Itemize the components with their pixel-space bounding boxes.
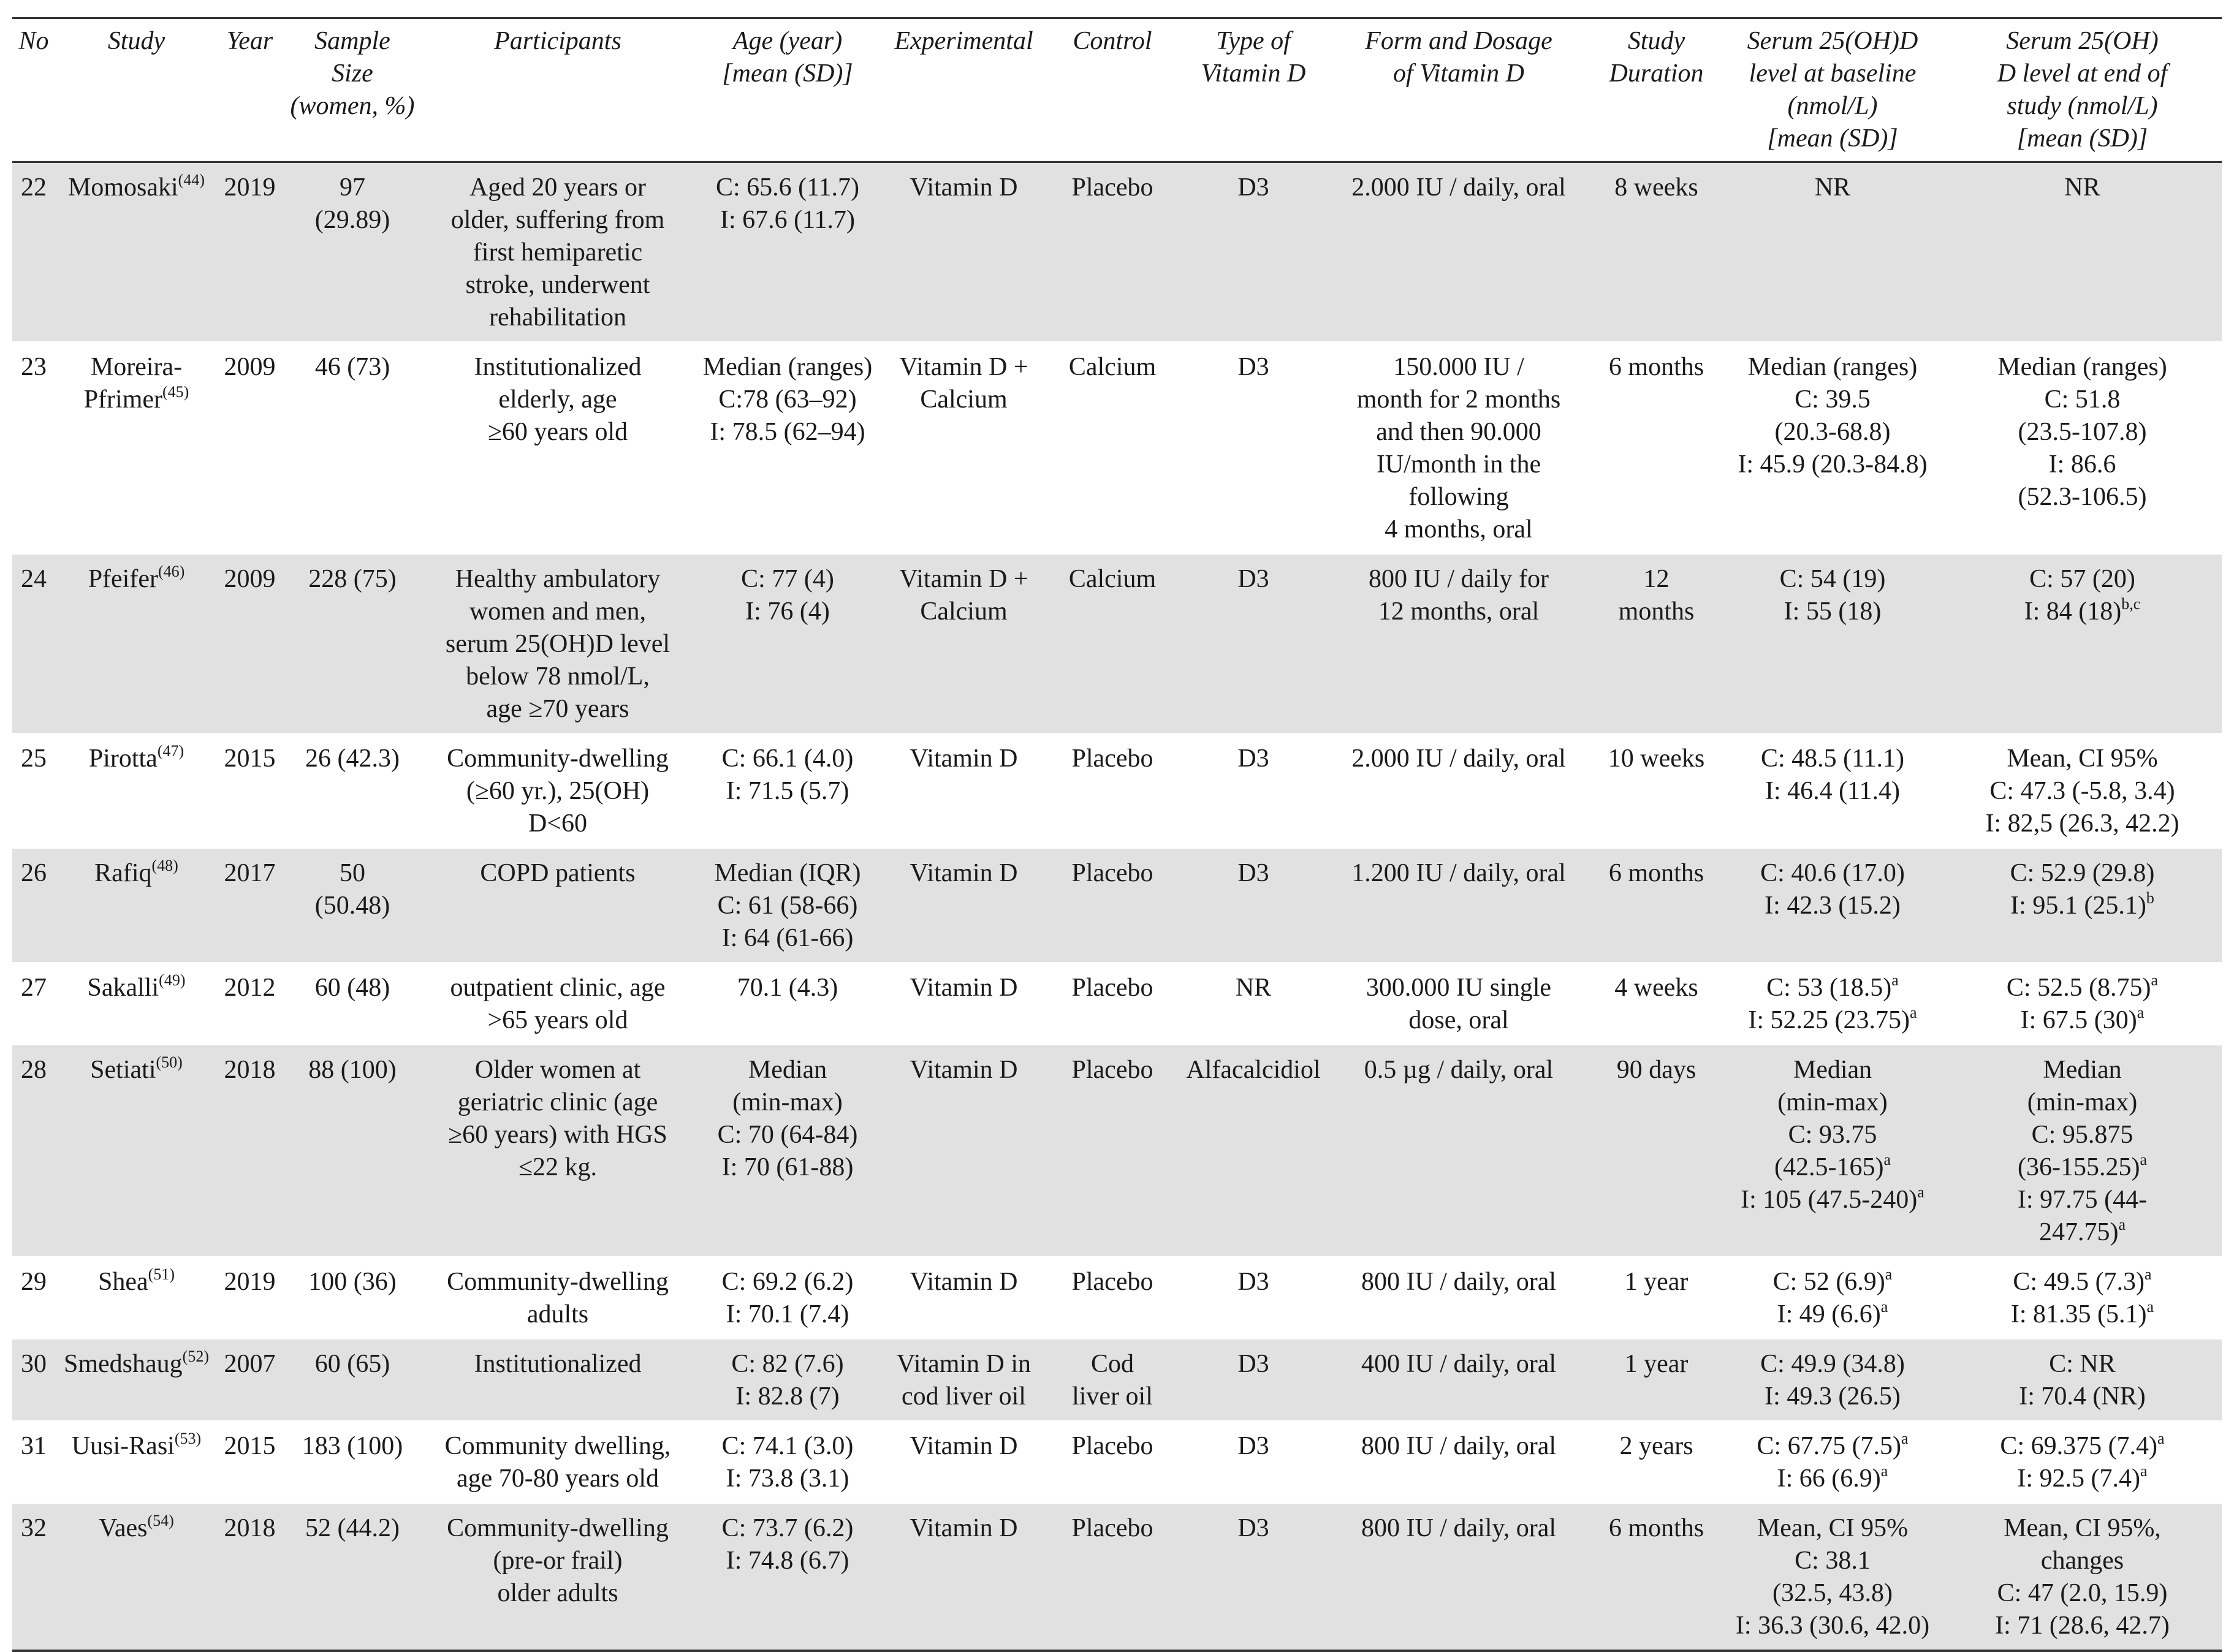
value-text: C: 49.5 (7.3) bbox=[2013, 1268, 2145, 1296]
cell-duration: 4 weeks bbox=[1590, 963, 1722, 1045]
cell-control: Placebo bbox=[1045, 162, 1180, 343]
table-row bbox=[12, 1421, 2222, 1503]
study-name: Vaes bbox=[99, 1514, 148, 1542]
col-header-study: Study bbox=[55, 18, 218, 162]
cell-study bbox=[55, 1045, 218, 1257]
footnote-marker: a bbox=[1880, 1462, 1888, 1480]
value-text: (36-155.25) bbox=[2017, 1153, 2140, 1181]
vitamin-d-studies-table bbox=[12, 17, 2222, 1652]
cell-form-dosage: 800 IU / daily for 12 months, oral bbox=[1327, 554, 1590, 733]
cell-sample-size: 97 (29.89) bbox=[282, 162, 423, 343]
value-line bbox=[1948, 1216, 2217, 1249]
cell-end-level: C: NR I: 70.4 (NR) bbox=[1943, 1339, 2222, 1421]
cell-end-level: Mean, CI 95%, changes C: 47 (2.0, 15.9) I: 71 (28.6, 42.7) bbox=[1943, 1503, 2222, 1651]
value-text: C: 52.5 (8.75) bbox=[2006, 974, 2151, 1002]
cell-vitamin-type: D3 bbox=[1180, 848, 1327, 963]
cell-study bbox=[55, 1421, 218, 1503]
col-header-participants: Participants bbox=[423, 18, 693, 162]
cell-age: C: 82 (7.6) I: 82.8 (7) bbox=[693, 1339, 883, 1421]
study-name: Smedshaug bbox=[64, 1350, 183, 1378]
cell-no: 30 bbox=[12, 1339, 55, 1421]
table-row bbox=[12, 1045, 2222, 1257]
col-header-no: No bbox=[12, 18, 55, 162]
reference-number: (45) bbox=[162, 383, 189, 401]
cell-vitamin-type: D3 bbox=[1180, 1339, 1327, 1421]
cell-participants: Community dwelling, age 70-80 years old bbox=[423, 1421, 693, 1503]
cell-study bbox=[55, 1339, 218, 1421]
cell-vitamin-type: D3 bbox=[1180, 1421, 1327, 1503]
cell-baseline-level: C: 54 (19) I: 55 (18) bbox=[1722, 554, 1943, 733]
col-header-vitamin-type: Type of Vitamin D bbox=[1180, 18, 1327, 162]
cell-experimental: Vitamin D bbox=[883, 162, 1045, 343]
cell-year: 2018 bbox=[218, 1503, 282, 1651]
cell-year: 2009 bbox=[218, 342, 282, 554]
footnote-marker: a bbox=[2145, 1265, 2152, 1283]
cell-sample-size: 46 (73) bbox=[282, 342, 423, 554]
value-text: I: 49 (6.6) bbox=[1777, 1300, 1881, 1328]
reference-number: (48) bbox=[151, 857, 178, 874]
cell-age: Median (IQR) C: 61 (58-66) I: 64 (61-66) bbox=[693, 848, 883, 963]
cell-baseline-level: C: 40.6 (17.0) I: 42.3 (15.2) bbox=[1722, 848, 1943, 963]
value-line bbox=[1727, 1184, 1938, 1216]
cell-form-dosage: 2.000 IU / daily, oral bbox=[1327, 162, 1590, 343]
cell-sample-size: 50 (50.48) bbox=[282, 848, 423, 963]
value-line bbox=[1727, 1298, 1938, 1331]
value-line bbox=[1727, 1054, 1938, 1086]
reference-number: (46) bbox=[158, 563, 185, 580]
cell-experimental: Vitamin D bbox=[883, 1257, 1045, 1339]
study-name: Moreira- Pfrimer bbox=[83, 353, 183, 414]
reference-number: (50) bbox=[156, 1053, 183, 1071]
table-row bbox=[12, 1503, 2222, 1651]
cell-sample-size: 228 (75) bbox=[282, 554, 423, 733]
value-line bbox=[1948, 1119, 2217, 1151]
cell-end-level bbox=[1943, 1421, 2222, 1503]
cell-study bbox=[55, 963, 218, 1045]
value-text: Median bbox=[1793, 1056, 1872, 1084]
col-header-experimental: Experimental bbox=[883, 18, 1045, 162]
footnote-marker: b,c bbox=[2121, 595, 2141, 613]
cell-control: Placebo bbox=[1045, 1045, 1180, 1257]
table-row bbox=[12, 554, 2222, 733]
footnote-marker: a bbox=[2157, 1430, 2165, 1447]
value-text: I: 67.5 (30) bbox=[2020, 1006, 2137, 1034]
cell-participants: Community-dwelling adults bbox=[423, 1257, 693, 1339]
value-line bbox=[1948, 1004, 2217, 1037]
cell-age: C: 77 (4) I: 76 (4) bbox=[693, 554, 883, 733]
cell-duration: 12 months bbox=[1590, 554, 1722, 733]
cell-control: Placebo bbox=[1045, 1503, 1180, 1651]
value-text: C: 67.75 (7.5) bbox=[1757, 1432, 1902, 1460]
cell-vitamin-type: Alfacalcidiol bbox=[1180, 1045, 1327, 1257]
value-text: C: 57 (20) bbox=[2029, 565, 2135, 593]
cell-participants: Institutionalized elderly, age ≥60 years old bbox=[423, 342, 693, 554]
cell-experimental: Vitamin D bbox=[883, 733, 1045, 848]
study-name: Setiati bbox=[90, 1056, 156, 1084]
cell-baseline-level: NR bbox=[1722, 162, 1943, 343]
col-header-baseline-level: Serum 25(OH)D level at baseline (nmol/L) [mean (SD)] bbox=[1722, 18, 1943, 162]
cell-form-dosage: 150.000 IU / month for 2 months and then 90.000 IU/month in the following 4 months, oral bbox=[1327, 342, 1590, 554]
footnote-marker: a bbox=[2146, 1298, 2154, 1316]
footnote-marker: b bbox=[2146, 889, 2154, 907]
cell-vitamin-type: D3 bbox=[1180, 1257, 1327, 1339]
cell-baseline-level: C: 48.5 (11.1) I: 46.4 (11.4) bbox=[1722, 733, 1943, 848]
cell-sample-size: 183 (100) bbox=[282, 1421, 423, 1503]
cell-end-level bbox=[1943, 848, 2222, 963]
cell-no: 29 bbox=[12, 1257, 55, 1339]
cell-control: Placebo bbox=[1045, 848, 1180, 963]
cell-study bbox=[55, 342, 218, 554]
cell-control: Placebo bbox=[1045, 1421, 1180, 1503]
col-header-duration: Study Duration bbox=[1590, 18, 1722, 162]
cell-vitamin-type: D3 bbox=[1180, 1503, 1327, 1651]
study-name: Pirotta bbox=[88, 745, 158, 773]
col-header-sample-size: Sample Size (women, %) bbox=[282, 18, 423, 162]
value-text: I: 84 (18) bbox=[2024, 597, 2122, 626]
value-text: I: 66 (6.9) bbox=[1777, 1464, 1881, 1493]
cell-end-level bbox=[1943, 1045, 2222, 1257]
cell-end-level bbox=[1943, 963, 2222, 1045]
cell-end-level: Median (ranges) C: 51.8 (23.5-107.8) I: 86.6 (52.3-106.5) bbox=[1943, 342, 2222, 554]
cell-baseline-level bbox=[1722, 1257, 1943, 1339]
cell-age: Median (ranges) C:78 (63–92) I: 78.5 (62–94) bbox=[693, 342, 883, 554]
cell-age: Median (min-max) C: 70 (64-84) I: 70 (61-88) bbox=[693, 1045, 883, 1257]
header-row bbox=[12, 18, 2222, 162]
value-text: I: 81.35 (5.1) bbox=[2010, 1300, 2147, 1328]
study-name: Uusi-Rasi bbox=[71, 1432, 175, 1460]
value-text: C: 52.9 (29.8) bbox=[2010, 859, 2155, 887]
reference-number: (49) bbox=[159, 971, 186, 989]
cell-year: 2017 bbox=[218, 848, 282, 963]
cell-age: C: 66.1 (4.0) I: 71.5 (5.7) bbox=[693, 733, 883, 848]
cell-control: Placebo bbox=[1045, 733, 1180, 848]
cell-age: C: 73.7 (6.2) I: 74.8 (6.7) bbox=[693, 1503, 883, 1651]
col-header-form-dosage: Form and Dosage of Vitamin D bbox=[1327, 18, 1590, 162]
footnote-marker: a bbox=[1883, 1151, 1891, 1169]
footnote-marker: a bbox=[2137, 1004, 2145, 1021]
value-line bbox=[1727, 1463, 1938, 1495]
value-line bbox=[1948, 972, 2217, 1004]
cell-participants: Aged 20 years or older, suffering from first hemiparetic stroke, underwent rehabilitation bbox=[423, 162, 693, 343]
value-text: (min-max) bbox=[1777, 1088, 1888, 1116]
value-line bbox=[1727, 1004, 1938, 1037]
cell-participants: Institutionalized bbox=[423, 1339, 693, 1421]
cell-vitamin-type: D3 bbox=[1180, 162, 1327, 343]
value-line bbox=[1948, 563, 2217, 596]
table-body bbox=[12, 162, 2222, 1651]
value-text: I: 97.75 (44- bbox=[2017, 1186, 2148, 1214]
cell-duration: 8 weeks bbox=[1590, 162, 1722, 343]
cell-end-level: NR bbox=[1943, 162, 2222, 343]
cell-study bbox=[55, 733, 218, 848]
value-line bbox=[1948, 1054, 2217, 1086]
cell-control: Calcium bbox=[1045, 554, 1180, 733]
footnote-marker: a bbox=[1901, 1430, 1909, 1447]
value-line bbox=[1727, 1430, 1938, 1463]
value-text: I: 92.5 (7.4) bbox=[2017, 1464, 2141, 1493]
table-row bbox=[12, 1339, 2222, 1421]
reference-number: (44) bbox=[178, 171, 205, 189]
col-header-control: Control bbox=[1045, 18, 1180, 162]
cell-year: 2015 bbox=[218, 1421, 282, 1503]
value-line bbox=[1727, 1086, 1938, 1119]
cell-experimental: Vitamin D + Calcium bbox=[883, 554, 1045, 733]
value-text: C: 53 (18.5) bbox=[1766, 974, 1892, 1002]
cell-form-dosage: 400 IU / daily, oral bbox=[1327, 1339, 1590, 1421]
cell-control: Placebo bbox=[1045, 1257, 1180, 1339]
value-line bbox=[1948, 1151, 2217, 1184]
footnote-marker: a bbox=[1910, 1004, 1917, 1021]
footnote-marker: a bbox=[1917, 1183, 1924, 1201]
cell-experimental: Vitamin D in cod liver oil bbox=[883, 1339, 1045, 1421]
cell-participants: Healthy ambulatory women and men, serum 25(OH)D level below 78 nmol/L, age ≥70 years bbox=[423, 554, 693, 733]
cell-year: 2007 bbox=[218, 1339, 282, 1421]
value-text: (42.5-165) bbox=[1774, 1153, 1884, 1181]
cell-end-level: Mean, CI 95% C: 47.3 (-5.8, 3.4) I: 82,5 (26.3, 42.2) bbox=[1943, 733, 2222, 848]
cell-study bbox=[55, 162, 218, 343]
value-line bbox=[1727, 1119, 1938, 1151]
cell-form-dosage: 2.000 IU / daily, oral bbox=[1327, 733, 1590, 848]
cell-duration: 10 weeks bbox=[1590, 733, 1722, 848]
footnote-marker: a bbox=[2140, 1151, 2147, 1169]
cell-no: 22 bbox=[12, 162, 55, 343]
cell-participants: Community-dwelling (≥60 yr.), 25(OH) D<60 bbox=[423, 733, 693, 848]
cell-baseline-level bbox=[1722, 1045, 1943, 1257]
cell-no: 26 bbox=[12, 848, 55, 963]
cell-baseline-level: Mean, CI 95% C: 38.1 (32.5, 43.8) I: 36.3 (30.6, 42.0) bbox=[1722, 1503, 1943, 1651]
cell-sample-size: 26 (42.3) bbox=[282, 733, 423, 848]
study-name: Sakalli bbox=[87, 974, 159, 1002]
cell-experimental: Vitamin D bbox=[883, 963, 1045, 1045]
cell-sample-size: 100 (36) bbox=[282, 1257, 423, 1339]
cell-experimental: Vitamin D bbox=[883, 1045, 1045, 1257]
cell-no: 31 bbox=[12, 1421, 55, 1503]
cell-vitamin-type: NR bbox=[1180, 963, 1327, 1045]
cell-duration: 6 months bbox=[1590, 342, 1722, 554]
cell-duration: 2 years bbox=[1590, 1421, 1722, 1503]
cell-form-dosage: 1.200 IU / daily, oral bbox=[1327, 848, 1590, 963]
cell-baseline-level: Median (ranges) C: 39.5 (20.3-68.8) I: 45.9 (20.3-84.8) bbox=[1722, 342, 1943, 554]
cell-form-dosage: 300.000 IU single dose, oral bbox=[1327, 963, 1590, 1045]
cell-control: Placebo bbox=[1045, 963, 1180, 1045]
value-line bbox=[1948, 1298, 2217, 1331]
cell-duration: 90 days bbox=[1590, 1045, 1722, 1257]
cell-experimental: Vitamin D bbox=[883, 1503, 1045, 1651]
table-row bbox=[12, 1257, 2222, 1339]
cell-participants: Older women at geriatric clinic (age ≥60 years) with HGS ≤22 kg. bbox=[423, 1045, 693, 1257]
cell-study bbox=[55, 554, 218, 733]
footnote-marker: a bbox=[1885, 1265, 1893, 1283]
cell-vitamin-type: D3 bbox=[1180, 554, 1327, 733]
study-name: Shea bbox=[98, 1268, 148, 1296]
cell-experimental: Vitamin D bbox=[883, 1421, 1045, 1503]
value-line bbox=[1948, 1266, 2217, 1298]
cell-end-level bbox=[1943, 1257, 2222, 1339]
value-line bbox=[1727, 1151, 1938, 1184]
study-name: Momosaki bbox=[68, 173, 178, 202]
value-line bbox=[1948, 1184, 2217, 1216]
cell-no: 27 bbox=[12, 963, 55, 1045]
cell-no: 28 bbox=[12, 1045, 55, 1257]
cell-sample-size: 88 (100) bbox=[282, 1045, 423, 1257]
cell-year: 2015 bbox=[218, 733, 282, 848]
cell-study bbox=[55, 1257, 218, 1339]
col-header-age: Age (year) [mean (SD)] bbox=[693, 18, 883, 162]
cell-age: C: 74.1 (3.0) I: 73.8 (3.1) bbox=[693, 1421, 883, 1503]
cell-no: 25 bbox=[12, 733, 55, 848]
cell-form-dosage: 0.5 µg / daily, oral bbox=[1327, 1045, 1590, 1257]
value-line bbox=[1948, 857, 2217, 890]
cell-no: 24 bbox=[12, 554, 55, 733]
value-text: C: 52 (6.9) bbox=[1772, 1268, 1885, 1296]
cell-age: 70.1 (4.3) bbox=[693, 963, 883, 1045]
col-header-end-level: Serum 25(OH) D level at end of study (nmol/L) [mean (SD)] bbox=[1943, 18, 2222, 162]
value-line bbox=[1727, 972, 1938, 1004]
cell-vitamin-type: D3 bbox=[1180, 733, 1327, 848]
cell-sample-size: 52 (44.2) bbox=[282, 1503, 423, 1651]
table-row bbox=[12, 162, 2222, 343]
cell-age: C: 69.2 (6.2) I: 70.1 (7.4) bbox=[693, 1257, 883, 1339]
table-row bbox=[12, 342, 2222, 554]
cell-year: 2009 bbox=[218, 554, 282, 733]
reference-number: (51) bbox=[148, 1265, 175, 1283]
cell-baseline-level: C: 49.9 (34.8) I: 49.3 (26.5) bbox=[1722, 1339, 1943, 1421]
value-line bbox=[1948, 1086, 2217, 1119]
cell-study bbox=[55, 848, 218, 963]
table-row bbox=[12, 963, 2222, 1045]
cell-participants: outpatient clinic, age >65 years old bbox=[423, 963, 693, 1045]
value-line bbox=[1948, 1430, 2217, 1463]
cell-end-level bbox=[1943, 554, 2222, 733]
cell-duration: 6 months bbox=[1590, 1503, 1722, 1651]
cell-baseline-level bbox=[1722, 1421, 1943, 1503]
cell-sample-size: 60 (65) bbox=[282, 1339, 423, 1421]
value-line bbox=[1948, 596, 2217, 628]
cell-year: 2019 bbox=[218, 162, 282, 343]
value-text: I: 95.1 (25.1) bbox=[2010, 892, 2146, 920]
value-text: C: 95.875 bbox=[2031, 1121, 2133, 1149]
cell-form-dosage: 800 IU / daily, oral bbox=[1327, 1503, 1590, 1651]
cell-age: C: 65.6 (11.7) I: 67.6 (11.7) bbox=[693, 162, 883, 343]
value-text: 247.75) bbox=[2038, 1218, 2119, 1246]
value-text: C: 93.75 bbox=[1788, 1121, 1877, 1149]
value-text: I: 105 (47.5-240) bbox=[1741, 1186, 1918, 1214]
cell-participants: Community-dwelling (pre-or frail) older adults bbox=[423, 1503, 693, 1651]
cell-year: 2019 bbox=[218, 1257, 282, 1339]
value-text: Median bbox=[2043, 1056, 2122, 1084]
cell-year: 2018 bbox=[218, 1045, 282, 1257]
cell-form-dosage: 800 IU / daily, oral bbox=[1327, 1421, 1590, 1503]
value-text: C: 69.375 (7.4) bbox=[2000, 1432, 2158, 1460]
cell-year: 2012 bbox=[218, 963, 282, 1045]
footnote-marker: a bbox=[2118, 1216, 2126, 1233]
reference-number: (52) bbox=[182, 1347, 209, 1365]
cell-duration: 1 year bbox=[1590, 1257, 1722, 1339]
cell-duration: 6 months bbox=[1590, 848, 1722, 963]
reference-number: (54) bbox=[147, 1512, 174, 1529]
cell-control: Calcium bbox=[1045, 342, 1180, 554]
cell-control: Cod liver oil bbox=[1045, 1339, 1180, 1421]
study-name: Rafiq bbox=[94, 859, 152, 887]
footnote-marker: a bbox=[1891, 971, 1899, 989]
cell-study bbox=[55, 1503, 218, 1651]
value-text: (min-max) bbox=[2027, 1088, 2138, 1116]
value-line bbox=[1727, 1266, 1938, 1298]
col-header-year: Year bbox=[218, 18, 282, 162]
table-row bbox=[12, 733, 2222, 848]
cell-form-dosage: 800 IU / daily, oral bbox=[1327, 1257, 1590, 1339]
cell-participants: COPD patients bbox=[423, 848, 693, 963]
cell-baseline-level bbox=[1722, 963, 1943, 1045]
cell-duration: 1 year bbox=[1590, 1339, 1722, 1421]
cell-sample-size: 60 (48) bbox=[282, 963, 423, 1045]
table-row bbox=[12, 848, 2222, 963]
value-line bbox=[1948, 1463, 2217, 1495]
reference-number: (47) bbox=[157, 742, 184, 760]
footnote-marker: a bbox=[1880, 1298, 1888, 1316]
cell-experimental: Vitamin D + Calcium bbox=[883, 342, 1045, 554]
cell-no: 23 bbox=[12, 342, 55, 554]
value-text: I: 52.25 (23.75) bbox=[1748, 1006, 1910, 1034]
footnote-marker: a bbox=[2140, 1462, 2148, 1480]
cell-experimental: Vitamin D bbox=[883, 848, 1045, 963]
footnote-marker: a bbox=[2151, 971, 2159, 989]
cell-vitamin-type: D3 bbox=[1180, 342, 1327, 554]
value-line bbox=[1948, 890, 2217, 922]
cell-no: 32 bbox=[12, 1503, 55, 1651]
study-name: Pfeifer bbox=[88, 565, 158, 593]
reference-number: (53) bbox=[174, 1430, 202, 1447]
